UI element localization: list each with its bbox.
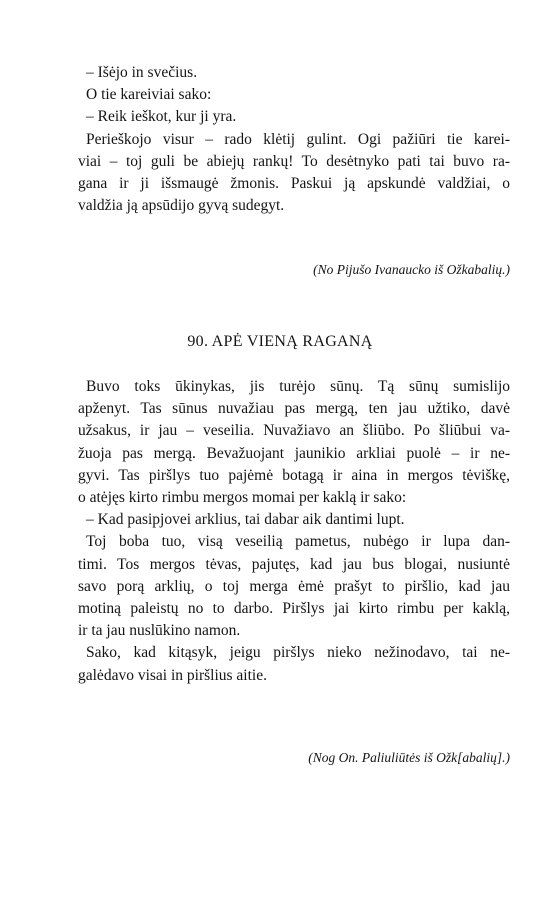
text-line: ir ta jau nuslūkino namon.	[78, 622, 241, 640]
text-line: timi. Tos mergos tėvas, pajutęs, kad jau bus blogai, nusiuntė	[78, 555, 510, 573]
text-line: O tie kareiviai sako:	[86, 86, 212, 104]
story1-text	[78, 62, 510, 217]
text-line: Toj boba tuo, visą veseilią pametus, nubėgo ir lupa dan-	[86, 533, 510, 551]
text-line: galėdavo visai in piršlius aitie.	[78, 666, 267, 684]
text-line: gyvi. Tas piršlys tuo pajėmė botagą ir aina in mergos tėviškę,	[78, 466, 510, 484]
text-line: Buvo toks ūkinykas, jis turėjo sūnų. Tą sūnų sumislijo	[86, 378, 510, 395]
story2-paragraph	[78, 376, 510, 687]
text-line: – Reik ieškot, kur ji yra.	[86, 108, 237, 126]
text-line: viai – toj guli be abiejų rankų! To desėtnyko pati tai buvo ra-	[78, 152, 510, 170]
story2-title: 90. APĖ VIENĄ RAGANĄ	[187, 333, 373, 350]
story1-source: (No Pijušo Ivanaucko iš Ožkabalių.)	[313, 262, 510, 277]
text-line: motiną paleistų no to darbo. Piršlys jai kirto rimbu per kaklą,	[78, 600, 510, 618]
text-line: Perieškojo visur – rado klėtij gulint. Ogi pažiūri tie karei-	[86, 130, 510, 148]
text-line: valdžia ją apsūdijo gyvą sudegyt.	[78, 197, 285, 215]
text-line: apženyt. Tas sūnus nuvažiau pas mergą, ten jau užtiko, davė	[78, 400, 510, 418]
text-line: Sako, kad kitąsyk, jeigu piršlys nieko nežinodavo, tai ne-	[86, 644, 510, 662]
story2-text	[78, 376, 510, 687]
text-line: savo porą arklių, o toj merga ėmė prašyt to piršlio, kad jau	[78, 577, 510, 595]
text-line: – Išėjo in svečius.	[86, 64, 198, 81]
story2-source: (Nog On. Paliuliūtės iš Ožk[abalių].)	[308, 750, 510, 765]
text-line: žuoja pas mergą. Bevažuojant jaunikio arkliai puolė – ir ne-	[78, 444, 510, 462]
text-line: o atėjęs kirto rimbu mergos momai per kaklą ir sako:	[78, 489, 407, 507]
text-line: – Kad pasipjovei arklius, tai dabar aik dantimi lupt.	[86, 511, 405, 529]
story1-paragraph	[78, 62, 510, 217]
text-line: užsakus, ir jau – veseilia. Nuvažiavo an šliūbo. Po šliūbui va-	[78, 422, 510, 440]
text-line: gana ir ji išsmaugė žmonis. Paskui ją apskundė valdžiai, o	[78, 175, 510, 193]
